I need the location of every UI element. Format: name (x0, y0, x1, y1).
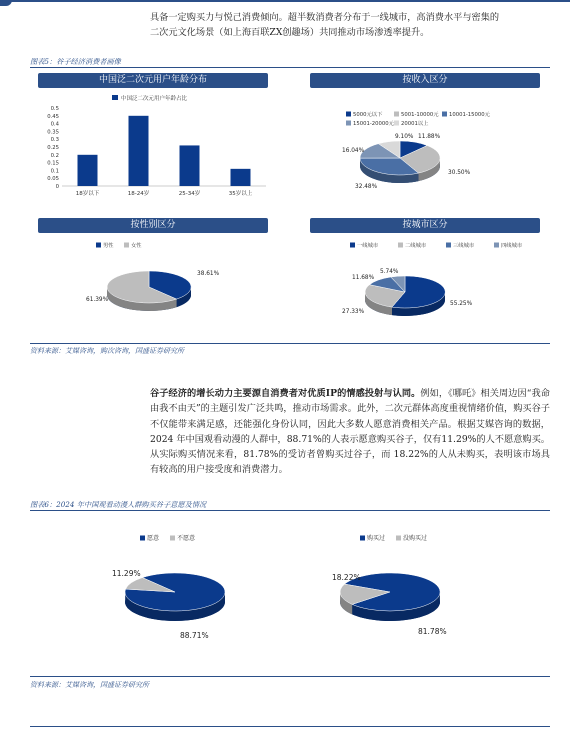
age-y-tick-label: 0.3 (50, 137, 59, 144)
gender-legend-swatch (124, 243, 129, 248)
age-y-tick-label: 0 (55, 184, 59, 190)
figure6-source: 资料来源：艾媒咨询，国盛证券研究所 (30, 681, 149, 689)
figure6-bottom-rule (30, 676, 550, 677)
city-pie-chart (300, 235, 550, 335)
income-legend-label: 5001-10000元 (401, 112, 439, 118)
income-pie-chart (300, 90, 550, 205)
city-legend-swatch (494, 243, 499, 248)
age-x-tick-label: 18-24岁 (127, 191, 150, 197)
age-legend-label: 中国泛二次元用户年龄占比 (121, 96, 188, 102)
city-legend-swatch (446, 243, 451, 248)
willing-legend-label: 愿意 (147, 535, 160, 542)
income-pie (342, 134, 471, 190)
city-data-label: 27.33% (342, 309, 365, 315)
age-legend-swatch (112, 95, 118, 100)
income-legend-swatch (394, 121, 399, 126)
age-y-tick-label: 0.5 (50, 106, 59, 112)
gender-legend-label: 男性 (103, 243, 114, 249)
income-data-label: 32.48% (355, 184, 378, 190)
figure5-bottom-rule (30, 343, 550, 344)
bought-legend-label: 购买过 (367, 535, 386, 542)
willing-pie-chart (60, 530, 280, 650)
bought-data-label: 81.78% (418, 627, 447, 636)
city-legend-label: 三线城市 (453, 243, 475, 249)
willing-legend (140, 534, 195, 542)
figure5-title: 图表5：谷子经济消费者画像 (30, 57, 121, 66)
age-y-tick-label: 0.15 (47, 160, 59, 167)
city-pie (342, 269, 473, 316)
income-data-label: 9.10% (395, 134, 414, 140)
city-panel-title: 按城市区分 (310, 218, 540, 233)
footer-rule (30, 726, 550, 727)
gender-legend (96, 241, 142, 249)
bought-legend (360, 534, 427, 542)
age-panel-title: 中国泛二次元用户年龄分布 (38, 73, 268, 88)
city-legend-label: 一线城市 (357, 243, 379, 249)
income-legend-label: 10001-15000元 (449, 112, 490, 118)
age-bar (78, 155, 98, 186)
gender-pie-chart (34, 235, 274, 335)
gender-legend-swatch (96, 243, 101, 248)
city-data-label: 5.74% (380, 269, 399, 275)
gender-data-label: 61.39% (86, 297, 109, 303)
intro-paragraph (150, 10, 550, 41)
age-x-tick-label: 18岁以下 (75, 191, 100, 197)
willing-legend-label: 不愿意 (177, 535, 196, 542)
paragraph-2-lead: 谷子经济的增长动力主要源自消费者对优质IP的情感投射与认同。 (150, 388, 421, 399)
intro-line-2: 二次元文化场景（如上海百联ZX创趣场）共同推动市场渗透率提升。 (150, 27, 430, 39)
city-legend (350, 241, 523, 249)
paragraph-2-body: 例如，《哪吒》相关周边因“我命由我不由天”的主题引发广泛共鸣，推动市场需求。此外，二次元群体高度重视情绪价值，购买谷子不仅能带来满足感，还能强化身份认同，因此大多数人愿意消费相关产品。根据艾媒咨询的数据， 2024 年中国观看动漫的人群中，88.71%的人表示愿意购买谷子，仅有11.29%的人不愿意购买。从实际购买情况来看，81.78%的受访者曾购买过谷子，而 18.22%的人从未购买，表明该市场具有较高的用户接受度和消费潜力。 (150, 388, 550, 476)
income-legend-label: 5000元以下 (353, 112, 383, 118)
age-y-tick-label: 0.45 (47, 113, 59, 120)
figure6-title: 图表6：2024 年中国观看动漫人群购买谷子意愿及情况 (30, 500, 207, 509)
figure5-rule (30, 67, 550, 68)
income-data-label: 30.50% (448, 170, 471, 176)
age-bars (78, 116, 251, 186)
gender-data-label: 38.61% (197, 271, 220, 277)
age-y-tick-label: 0.4 (50, 121, 59, 128)
willing-data-label: 11.29% (112, 569, 141, 578)
city-legend-swatch (398, 243, 403, 248)
bought-legend-swatch (396, 536, 401, 541)
age-bar (231, 169, 251, 186)
income-data-label: 16.04% (342, 148, 365, 154)
age-y-tick-label: 0.35 (47, 129, 59, 136)
age-y-tick-label: 0.2 (50, 152, 59, 159)
income-legend-swatch (442, 112, 447, 117)
willing-legend-swatch (140, 536, 145, 541)
figure5-source: 资料来源：艾媒咨询，购次咨询，国盛证券研究所 (30, 347, 184, 355)
figure6-rule (30, 510, 550, 511)
income-legend-swatch (346, 112, 351, 117)
income-legend-label: 20001以上 (401, 121, 429, 127)
city-legend-label: 四线城市 (501, 243, 523, 249)
age-x-tick-label: 35岁以上 (228, 191, 253, 197)
header-rule (10, 0, 570, 2)
income-legend-label: 15001-20000元 (353, 121, 394, 127)
age-bar (180, 145, 200, 186)
city-data-label: 55.25% (450, 301, 473, 307)
city-data-label: 11.68% (352, 275, 375, 281)
gender-panel-title: 按性别区分 (38, 218, 268, 233)
bought-legend-swatch (360, 536, 365, 541)
willing-legend-swatch (170, 536, 175, 541)
age-y-tick-label: 0.1 (50, 168, 59, 175)
age-y-tick-label: 0.05 (47, 176, 59, 183)
age-bar-chart (34, 90, 274, 210)
bought-pie (332, 573, 447, 636)
age-y-tick-label: 0.25 (47, 145, 59, 151)
age-x-tick-label: 25-34岁 (178, 191, 201, 197)
intro-line-1: 具备一定购买力与悦己消费倾向。超半数消费者分布于一线城市，高消费水平与密集的 (150, 12, 500, 23)
income-legend (346, 110, 491, 127)
income-legend-swatch (394, 112, 399, 117)
gender-pie (86, 271, 220, 311)
city-legend-swatch (350, 243, 355, 248)
willing-data-label: 88.71% (180, 631, 209, 640)
age-bar (129, 116, 149, 186)
paragraph-2 (150, 386, 550, 478)
income-data-label: 11.88% (418, 134, 441, 140)
gender-legend-label: 女性 (131, 243, 142, 249)
bought-pie-chart (310, 530, 530, 650)
city-legend-label: 二线城市 (405, 243, 427, 249)
bought-data-label: 18.22% (332, 573, 361, 582)
willing-pie (112, 569, 225, 640)
income-panel-title: 按收入区分 (310, 73, 540, 88)
income-legend-swatch (346, 121, 351, 126)
bought-legend-label: 没购买过 (403, 535, 428, 542)
